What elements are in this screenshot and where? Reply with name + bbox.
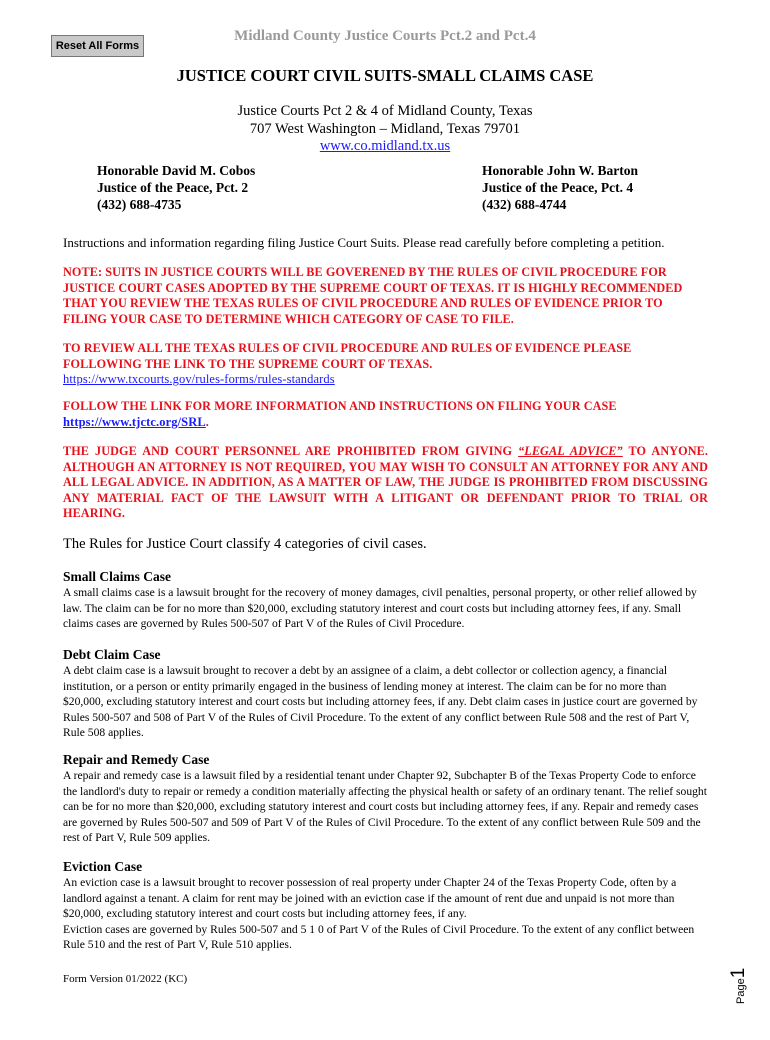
judge-right-name: Honorable John W. Barton: [482, 163, 639, 178]
section-title: Small Claims Case: [63, 569, 171, 584]
page-title: JUSTICE COURT CIVIL SUITS-SMALL CLAIMS CASE: [176, 66, 594, 85]
notice-more-information: [63, 399, 708, 430]
section-body: A repair and remedy case is a lawsuit filed by a residential tenant under Chapter 92, Subchapter B of the Texas Property Code to enforce the landlord's duty to repair or remedy a condition materially affecting the physical health or safety of an ordinary tenant. The relief sought can be for no more than $20,000, excluding statutory interest and court costs but including attorney fees, if any. Repair and remedy cases are governed by Rules 500-507 and 509 of Part V of the Rules of Civil Procedure. To the extent of any conflict between Rule 509 and the rest of Part V, Rule 509 applies.: [63, 769, 707, 844]
section-body: An eviction case is a lawsuit brought to recover possession of real property under Chapter 24 of the Texas Property Code, often by a landlord against a tenant. A claim for rent may be joined with an eviction case if the amount of rent due and unpaid is not more than $20,000, excluding statutory interest and court costs but including attorney fees, if any.: [63, 876, 677, 920]
page-number-rotated: [728, 968, 750, 1004]
judge-right-block: [482, 162, 638, 213]
notice-legal-advice: [63, 444, 708, 522]
judge-left-block: [97, 162, 255, 213]
section-title: Debt Claim Case: [63, 647, 161, 662]
court-header: Midland County Justice Courts Pct.2 and Pct.4: [234, 28, 536, 44]
section-body: A debt claim case is a lawsuit brought to recover a debt by an assignee of a claim, a debt collector or collection agency, a financial institution, or a person or entity primarily engaged in the business of lending money at interest. The claim can be for no more than $20,000, excluding statutory interest and court costs but including attorney fees, if any. Debt claim cases in justice court are governed by Rules 500-507 and 508 of Part V of the Rules of Civil Procedure. To the extent of any conflict between Rule 508 and the rest of Part V, Rule 508 applies.: [63, 664, 698, 739]
notice-rules-of-civil-procedure: NOTE: SUITS IN JUSTICE COURTS WILL BE GOVERENED BY THE RULES OF CIVIL PROCEDURE FOR JUSTICE COURT CASES ADOPTED BY THE SUPREME COURT OF TEXAS. IT IS HIGHLY RECOMMENDED THAT YOU REVIEW THE TEXAS RULES OF CIVIL PROCEDURE AND RULES OF EVIDENCE PRIOR TO FILING YOUR CASE TO DETERMINE WHICH CATEGORY OF CASE TO FILE.: [63, 265, 683, 326]
instructions-intro: Instructions and information regarding filing Justice Court Suits. Please read carefully before completing a petition.: [63, 235, 665, 250]
section-eviction: [63, 859, 708, 953]
reset-all-forms-button[interactable]: Reset All Forms: [51, 35, 144, 57]
form-version: Form Version 01/2022 (KC): [63, 973, 188, 985]
section-body: A small claims case is a lawsuit brought for the recovery of money damages, civil penalties, personal property, or other relief allowed by law. The claim can be for no more than $20,000, excluding statutory interest and court costs but including attorney fees, if any. Small claims cases are governed by Rules 500-507 of Part V of the Rules of Civil Procedure.: [63, 586, 697, 630]
page-number: [728, 967, 750, 1040]
section-debt-claim: [63, 647, 708, 741]
tjctc-srl-link[interactable]: https://www.tjctc.org/SRL: [63, 414, 206, 429]
notice-review-rules: [63, 341, 708, 388]
website-line: [0, 138, 770, 155]
rules-intro: The Rules for Justice Court classify 4 categories of civil cases.: [63, 536, 427, 552]
judge-right-title: Justice of the Peace, Pct. 4: [482, 180, 634, 195]
address-line-2: 707 West Washington – Midland, Texas 79701: [249, 121, 521, 137]
judge-right-phone: (432) 688-4744: [482, 197, 567, 212]
judge-left-title: Justice of the Peace, Pct. 2: [97, 180, 249, 195]
notice-review-rules-text: TO REVIEW ALL THE TEXAS RULES OF CIVIL PROCEDURE AND RULES OF EVIDENCE PLEASE FOLLOWING THE LINK TO THE SUPREME COURT OF TEXAS.: [63, 341, 632, 371]
page-number-value: 1: [728, 967, 749, 979]
website-link[interactable]: www.co.midland.tx.us: [319, 138, 451, 154]
link-period: .: [205, 414, 209, 429]
judge-left-phone: (432) 688-4735: [97, 197, 182, 212]
section-title: Repair and Remedy Case: [63, 752, 210, 767]
notice-legal-advice-part-b: TO ANYONE. ALTHOUGH AN ATTORNEY IS NOT REQUIRED, YOU MAY WISH TO CONSULT AN ATTORNEY FOR ANY AND ALL LEGAL ADVICE. IN ADDITION, AS A MATTER OF LAW, THE JUDGE IS PROHIBITED FROM DISCUSSING ANY MATERIAL FACT OF THE LAWSUIT WITH A LITIGANT OR DEFENDANT PRIOR TO TRIAL OR HEARING.: [63, 444, 708, 520]
section-repair-and-remedy: [63, 752, 708, 846]
section-title: Eviction Case: [63, 859, 143, 874]
notice-more-information-text: FOLLOW THE LINK FOR MORE INFORMATION AND INSTRUCTIONS ON FILING YOUR CASE: [63, 399, 617, 413]
section-small-claims: [63, 569, 708, 632]
judge-left-name: Honorable David M. Cobos: [97, 163, 256, 178]
notice-legal-advice-part-a: THE JUDGE AND COURT PERSONNEL ARE PROHIBITED FROM GIVING: [63, 444, 519, 458]
section-body-continued: Eviction cases are governed by Rules 500-507 and 5 1 0 of Part V of the Rules of Civil Procedure. To the extent of any conflict between Rule 510 and the rest of Part V, Rule 510 applies.: [63, 922, 695, 951]
txcourts-rules-link[interactable]: https://www.txcourts.gov/rules-forms/rules-standards: [63, 372, 335, 386]
address-line-1: Justice Courts Pct 2 & 4 of Midland County, Texas: [237, 103, 533, 119]
legal-advice-quote: “LEGAL ADVICE”: [518, 444, 623, 458]
page-label: Page: [735, 978, 747, 1004]
